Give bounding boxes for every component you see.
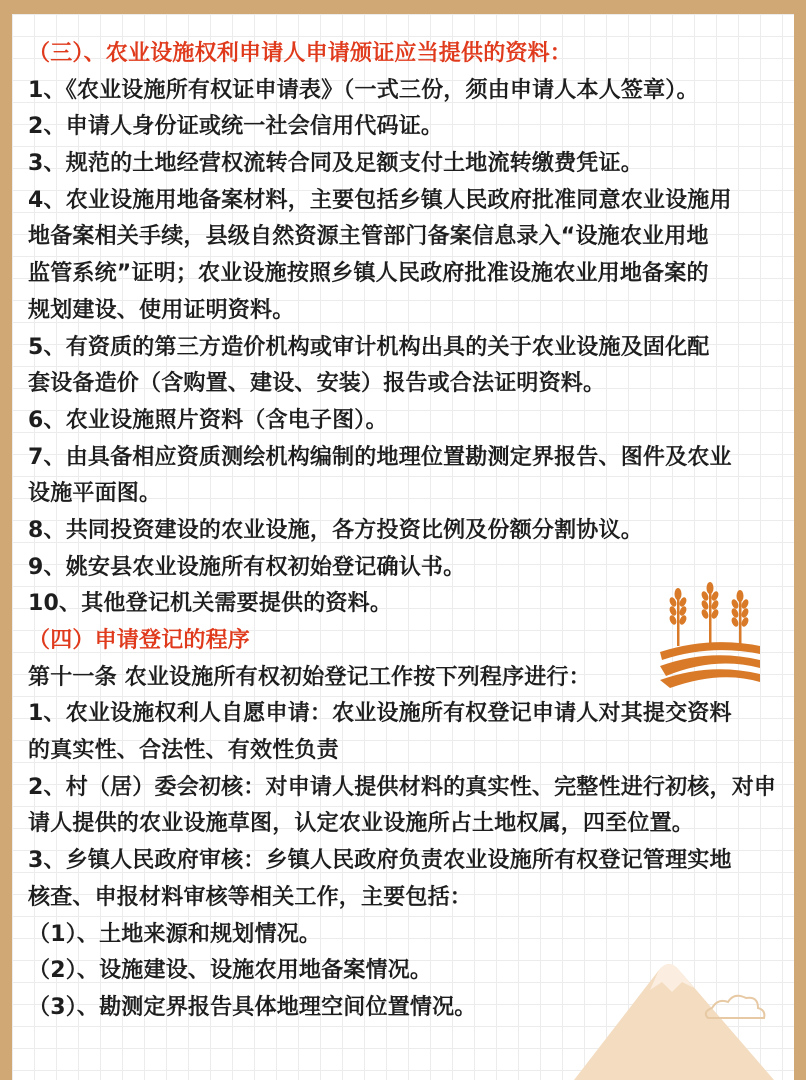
list-item: 1、农业设施权利人自愿申请：农业设施所有权登记申请人对其提交资料	[28, 701, 732, 727]
list-item: 4、农业设施用地备案材料，主要包括乡镇人民政府批准同意农业设施用	[28, 187, 732, 213]
list-item: （2）、设施建设、设施农用地备案情况。	[28, 958, 433, 984]
section-heading-3: （三）、农业设施权利申请人申请颁证应当提供的资料：	[28, 41, 573, 66]
article-title: 第十一条 农业设施所有权初始登记工作按下列程序进行：	[28, 664, 591, 690]
mountain-icon	[564, 930, 794, 1080]
grid-paper	[12, 14, 794, 1080]
list-item: 2、申请人身份证或统一社会信用代码证。	[28, 114, 444, 140]
list-item: 核查、申报材料审核等相关工作，主要包括：	[28, 884, 473, 910]
list-item: 1、《农业设施所有权证申请表》（一式三份，须由申请人本人签章）。	[28, 77, 699, 103]
list-item: 规划建设、使用证明资料。	[28, 297, 295, 323]
list-item: 请人提供的农业设施草图，认定农业设施所占土地权属，四至位置。	[28, 811, 695, 837]
list-item: 套设备造价（含购置、建设、安装）报告或合法证明资料。	[28, 371, 606, 397]
list-item: 监管系统”证明；农业设施按照乡镇人民政府批准设施农业用地备案的	[28, 261, 709, 287]
list-item: 3、乡镇人民政府审核：乡镇人民政府负责农业设施所有权登记管理实地	[28, 848, 732, 874]
list-item: 6、农业设施照片资料（含电子图）。	[28, 407, 388, 433]
list-item: 设施平面图。	[28, 481, 162, 507]
list-item: 8、共同投资建设的农业设施，各方投资比例及份额分割协议。	[28, 517, 643, 543]
list-item: 9、姚安县农业设施所有权初始登记确认书。	[28, 554, 466, 580]
section-heading-4: （四）申请登记的程序	[28, 628, 251, 653]
list-item: 地备案相关手续，县级自然资源主管部门备案信息录入“设施农业用地	[28, 224, 709, 250]
document-body	[28, 36, 788, 1027]
list-item: （1）、土地来源和规划情况。	[28, 921, 322, 947]
list-item: 10、其他登记机关需要提供的资料。	[28, 591, 393, 617]
list-item: 5、有资质的第三方造价机构或审计机构出具的关于农业设施及固化配	[28, 334, 710, 360]
list-item: 的真实性、合法性、有效性负责	[28, 738, 339, 764]
list-item: （3）、勘测定界报告具体地理空间位置情况。	[28, 994, 477, 1020]
list-item: 3、规范的土地经营权流转合同及足额支付土地流转缴费凭证。	[28, 151, 643, 177]
list-item: 2、村（居）委会初核：对申请人提供材料的真实性、完整性进行初核，对申	[28, 774, 777, 800]
wheat-field-icon	[660, 580, 760, 690]
list-item: 7、由具备相应资质测绘机构编制的地理位置勘测定界报告、图件及农业	[28, 444, 732, 470]
